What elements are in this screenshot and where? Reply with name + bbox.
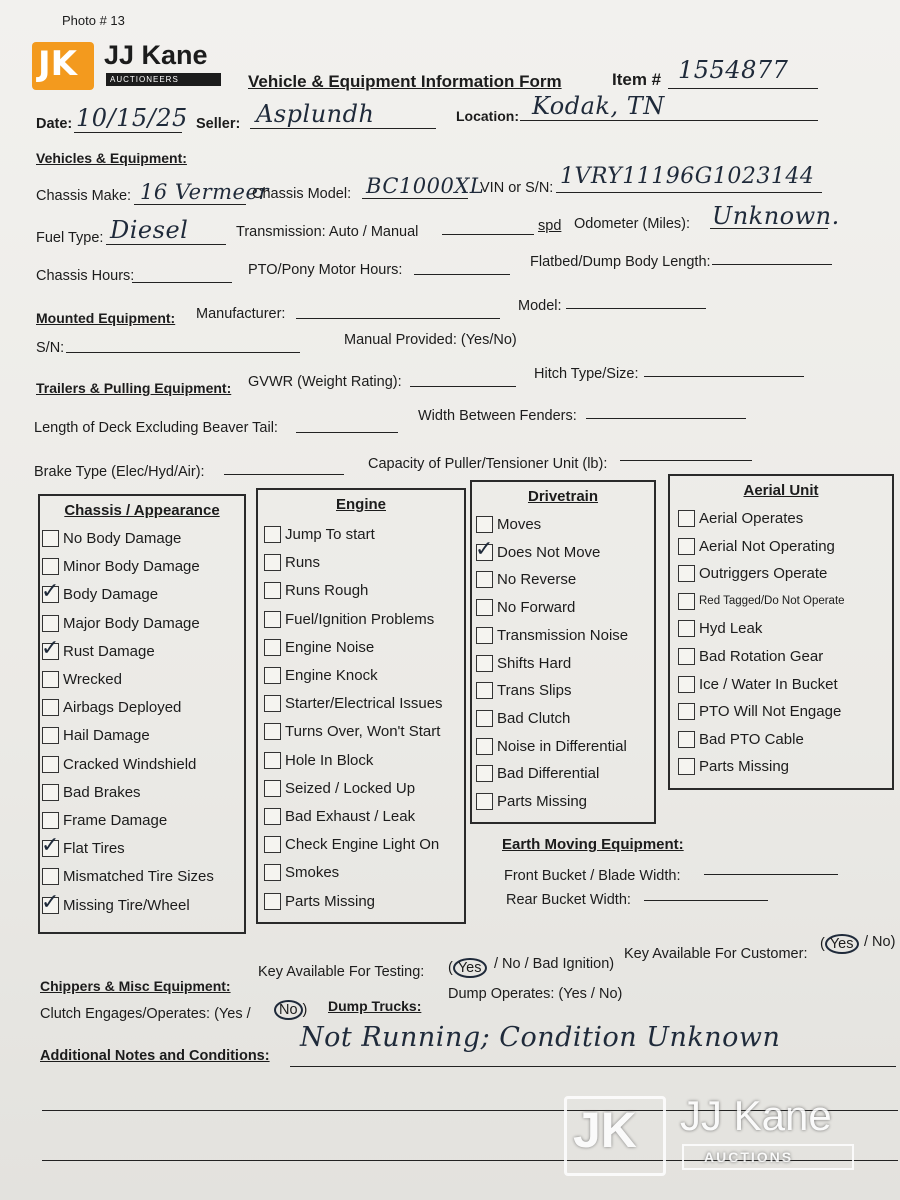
aerial-item[interactable] bbox=[678, 676, 838, 693]
vin-label: VIN or S/N: bbox=[480, 180, 554, 196]
aerial-item[interactable] bbox=[678, 538, 835, 555]
checkbox[interactable] bbox=[678, 648, 695, 665]
aerial-item[interactable] bbox=[678, 703, 841, 720]
aerial-item[interactable] bbox=[678, 565, 827, 582]
engine-item-label: Runs bbox=[285, 554, 321, 572]
aerial-item-label: Hyd Leak bbox=[699, 620, 763, 638]
dump-operates-label: Dump Operates: (Yes / No) bbox=[448, 986, 623, 1002]
puller-capacity-label: Capacity of Puller/Tensioner Unit (lb): bbox=[368, 456, 608, 472]
manual-provided-label: Manual Provided: (Yes/No) bbox=[344, 332, 517, 348]
chassis-item-label: Missing Tire/Wheel bbox=[63, 896, 190, 914]
engine-item[interactable] bbox=[264, 780, 415, 797]
checkbox[interactable] bbox=[476, 599, 493, 616]
engine-item-label: Smokes bbox=[285, 864, 340, 882]
engine-item[interactable] bbox=[264, 893, 375, 910]
checkbox[interactable] bbox=[264, 864, 281, 881]
engine-item-label: Parts Missing bbox=[285, 892, 376, 910]
key-testing-yes-circle: Yes bbox=[453, 958, 487, 978]
chassis-box-title: Chassis / Appearance bbox=[64, 502, 220, 519]
drivetrain-item[interactable] bbox=[476, 599, 575, 616]
engine-item[interactable] bbox=[264, 836, 439, 853]
chassis-make-label: Chassis Make: bbox=[36, 188, 132, 204]
engine-item[interactable] bbox=[264, 723, 440, 740]
location-label: Location: bbox=[456, 108, 519, 124]
drivetrain-item[interactable] bbox=[476, 682, 571, 699]
earth-moving-title: Earth Moving Equipment: bbox=[502, 836, 684, 853]
checkbox[interactable] bbox=[264, 526, 281, 543]
transmission-spd: spd bbox=[538, 218, 562, 234]
chassis-item-label: Airbags Deployed bbox=[63, 699, 182, 717]
checkbox[interactable] bbox=[678, 538, 695, 555]
drivetrain-item[interactable] bbox=[476, 793, 587, 810]
jj-kane-watermark bbox=[562, 1094, 862, 1174]
engine-item[interactable] bbox=[264, 582, 368, 599]
chassis-item[interactable] bbox=[42, 558, 200, 575]
drivetrain-item[interactable] bbox=[476, 738, 627, 755]
chassis-item-label: Cracked Windshield bbox=[63, 755, 197, 773]
chassis-item[interactable] bbox=[42, 897, 190, 914]
checkbox[interactable] bbox=[476, 738, 493, 755]
logo-name: JJ Kane bbox=[104, 40, 208, 70]
clutch-label: Clutch Engages/Operates: (Yes / bbox=[40, 1006, 251, 1022]
front-bucket-label: Front Bucket / Blade Width: bbox=[504, 868, 681, 884]
drivetrain-item-label: Shifts Hard bbox=[497, 654, 572, 672]
chassis-item-label: Major Body Damage bbox=[63, 614, 200, 632]
engine-item-label: Jump To start bbox=[285, 526, 375, 543]
chassis-item[interactable] bbox=[42, 586, 158, 603]
logo-mark-text: JK bbox=[38, 44, 77, 84]
drivetrain-item[interactable] bbox=[476, 655, 571, 672]
aerial-item[interactable] bbox=[678, 648, 823, 665]
engine-item[interactable] bbox=[264, 611, 434, 628]
drivetrain-item-label: Noise in Differential bbox=[497, 737, 627, 755]
engine-item-label: Check Engine Light On bbox=[285, 836, 440, 854]
aerial-item-label: Bad PTO Cable bbox=[699, 730, 804, 748]
checkbox[interactable] bbox=[42, 812, 59, 829]
engine-item[interactable] bbox=[264, 526, 375, 543]
engine-item[interactable] bbox=[264, 808, 415, 825]
watermark-sub-frame bbox=[682, 1144, 854, 1170]
chassis-item[interactable] bbox=[42, 643, 155, 660]
jj-kane-logo-mark bbox=[32, 42, 94, 90]
aerial-item[interactable] bbox=[678, 731, 804, 748]
checkbox[interactable] bbox=[42, 784, 59, 801]
checkbox[interactable] bbox=[42, 558, 59, 575]
manufacturer-label: Manufacturer: bbox=[196, 306, 286, 322]
aerial-item[interactable] bbox=[678, 758, 789, 775]
chassis-item-label: Frame Damage bbox=[63, 812, 168, 829]
checkbox[interactable] bbox=[264, 695, 281, 712]
checkbox[interactable] bbox=[264, 554, 281, 571]
chassis-item-label: No Body Damage bbox=[63, 530, 182, 547]
checkbox[interactable] bbox=[42, 756, 59, 773]
chassis-item[interactable] bbox=[42, 530, 181, 547]
engine-item-label: Engine Noise bbox=[285, 638, 375, 656]
flatbed-length-label: Flatbed/Dump Body Length: bbox=[530, 254, 711, 270]
chassis-item-label: Flat Tires bbox=[63, 840, 125, 858]
clutch-no: No ) bbox=[274, 1000, 307, 1020]
chassis-hours-label: Chassis Hours: bbox=[36, 268, 135, 284]
chassis-item-label: Minor Body Damage bbox=[63, 558, 200, 576]
engine-item-label: Hole In Block bbox=[285, 751, 374, 769]
deck-length-label: Length of Deck Excluding Beaver Tail: bbox=[34, 420, 278, 436]
engine-item-label: Seized / Locked Up bbox=[285, 779, 416, 797]
checkbox[interactable] bbox=[476, 710, 493, 727]
checked-checkbox[interactable] bbox=[42, 586, 59, 603]
chassis-model-value: BC1000XL bbox=[366, 174, 485, 198]
trailers-section-title: Trailers & Pulling Equipment: bbox=[36, 380, 232, 396]
checkbox[interactable] bbox=[678, 703, 695, 720]
sn-label: S/N: bbox=[36, 340, 65, 356]
chassis-item-label: Wrecked bbox=[63, 671, 122, 688]
engine-item[interactable] bbox=[264, 554, 320, 571]
width-fenders-label: Width Between Fenders: bbox=[418, 408, 577, 424]
location-value: Kodak, TN bbox=[532, 92, 665, 120]
odometer-value: Unknown. bbox=[712, 202, 840, 230]
checkbox[interactable] bbox=[264, 667, 281, 684]
engine-item[interactable] bbox=[264, 639, 374, 656]
drivetrain-item-label: Bad Differential bbox=[497, 765, 600, 783]
engine-item-label: Turns Over, Won't Start bbox=[285, 723, 441, 741]
photo-label: Photo # 13 bbox=[62, 13, 125, 28]
engine-item-label: Engine Knock bbox=[285, 667, 378, 684]
chassis-item[interactable] bbox=[42, 840, 125, 857]
watermark-sub: AUCTIONS bbox=[704, 1149, 794, 1165]
key-customer-yes-circle: Yes bbox=[825, 934, 859, 954]
item-label: Item # bbox=[612, 70, 662, 89]
chassis-item[interactable] bbox=[42, 727, 150, 744]
key-customer-rest: / No) bbox=[864, 934, 896, 950]
checkbox[interactable] bbox=[476, 765, 493, 782]
checkbox[interactable] bbox=[42, 699, 59, 716]
checkbox[interactable] bbox=[678, 565, 695, 582]
checkbox[interactable] bbox=[678, 593, 695, 610]
checked-checkbox[interactable] bbox=[476, 544, 493, 561]
aerial-item-label: Outriggers Operate bbox=[699, 565, 828, 583]
item-number: 1554877 bbox=[678, 56, 789, 84]
checkbox[interactable] bbox=[264, 836, 281, 853]
engine-item[interactable] bbox=[264, 667, 378, 684]
drivetrain-item[interactable] bbox=[476, 544, 600, 561]
chassis-item[interactable] bbox=[42, 699, 181, 716]
engine-item-label: Starter/Electrical Issues bbox=[285, 695, 443, 713]
drivetrain-box bbox=[470, 480, 656, 824]
checkbox[interactable] bbox=[678, 620, 695, 637]
checkbox[interactable] bbox=[264, 893, 281, 910]
checkbox[interactable] bbox=[476, 571, 493, 588]
drivetrain-item-label: No Reverse bbox=[497, 571, 577, 589]
engine-box-title: Engine bbox=[335, 496, 386, 513]
engine-item[interactable] bbox=[264, 695, 443, 712]
watermark-mark: JK bbox=[573, 1102, 637, 1158]
notes-label: Additional Notes and Conditions: bbox=[40, 1048, 270, 1064]
checkbox[interactable] bbox=[42, 671, 59, 688]
chassis-make-value: 16 Vermeer bbox=[140, 180, 269, 204]
drivetrain-item-label: No Forward bbox=[497, 599, 576, 617]
aerial-item[interactable] bbox=[678, 593, 845, 610]
fuel-type-value: Diesel bbox=[110, 216, 189, 244]
logo-sub-band bbox=[106, 73, 221, 86]
chassis-item[interactable] bbox=[42, 784, 141, 801]
engine-item[interactable] bbox=[264, 864, 339, 881]
checked-checkbox[interactable] bbox=[42, 643, 59, 660]
key-customer-label: Key Available For Customer: bbox=[624, 946, 808, 962]
vin-value: 1VRY11196G1023144 bbox=[560, 164, 815, 189]
mounted-section-title: Mounted Equipment: bbox=[36, 310, 176, 326]
checkbox[interactable] bbox=[42, 727, 59, 744]
checkbox[interactable] bbox=[42, 530, 59, 547]
fuel-type-label: Fuel Type: bbox=[36, 230, 104, 246]
clutch-no-circle: No bbox=[274, 1000, 303, 1020]
gvwr-label: GVWR (Weight Rating): bbox=[248, 374, 402, 390]
drivetrain-item[interactable] bbox=[476, 627, 628, 644]
aerial-box-title: Aerial Unit bbox=[743, 482, 819, 499]
chassis-item[interactable] bbox=[42, 756, 196, 773]
drivetrain-box-title: Drivetrain bbox=[527, 488, 599, 505]
aerial-item-label: Ice / Water In Bucket bbox=[699, 675, 838, 693]
checkbox[interactable] bbox=[42, 615, 59, 632]
drivetrain-item-label: Parts Missing bbox=[497, 793, 588, 810]
aerial-unit-box bbox=[668, 474, 894, 790]
chassis-item[interactable] bbox=[42, 812, 167, 829]
checkbox[interactable] bbox=[264, 752, 281, 769]
chassis-item-label: Hail Damage bbox=[63, 727, 150, 745]
engine-box bbox=[256, 488, 466, 924]
checkbox[interactable] bbox=[264, 808, 281, 825]
key-testing-rest: / No / Bad Ignition) bbox=[494, 956, 615, 972]
checkbox[interactable] bbox=[264, 582, 281, 599]
aerial-item-label: PTO Will Not Engage bbox=[699, 703, 842, 721]
date-value: 10/15/25 bbox=[76, 104, 188, 132]
transmission-label: Transmission: Auto / Manual bbox=[236, 224, 419, 240]
date-label: Date: bbox=[36, 116, 73, 132]
chassis-item-label: Rust Damage bbox=[63, 642, 155, 660]
drivetrain-item-label: Trans Slips bbox=[497, 682, 572, 700]
checkbox[interactable] bbox=[264, 639, 281, 656]
chassis-item[interactable] bbox=[42, 868, 214, 885]
chassis-item-label: Body Damage bbox=[63, 586, 159, 604]
chassis-item-label: Mismatched Tire Sizes bbox=[63, 868, 214, 886]
checkbox[interactable] bbox=[42, 868, 59, 885]
drivetrain-item-label: Transmission Noise bbox=[497, 626, 629, 644]
aerial-item-label: Aerial Not Operating bbox=[699, 537, 835, 555]
engine-item-label: Fuel/Ignition Problems bbox=[285, 610, 435, 628]
aerial-item-label: Red Tagged/Do Not Operate bbox=[699, 595, 845, 608]
drivetrain-item[interactable] bbox=[476, 571, 576, 588]
dump-trucks-title: Dump Trucks: bbox=[328, 998, 422, 1014]
key-testing-label: Key Available For Testing: bbox=[258, 964, 425, 980]
chassis-appearance-box bbox=[38, 494, 246, 934]
checkbox[interactable] bbox=[678, 758, 695, 775]
aerial-item[interactable] bbox=[678, 620, 762, 637]
pto-hours-label: PTO/Pony Motor Hours: bbox=[248, 262, 403, 278]
aerial-item-label: Parts Missing bbox=[699, 758, 790, 776]
odometer-label: Odometer (Miles): bbox=[574, 216, 691, 232]
checkbox[interactable] bbox=[476, 682, 493, 699]
checkbox[interactable] bbox=[678, 676, 695, 693]
seller-label: Seller: bbox=[196, 116, 241, 132]
checked-checkbox[interactable] bbox=[42, 897, 59, 914]
drivetrain-item-label: Moves bbox=[497, 516, 542, 533]
rear-bucket-label: Rear Bucket Width: bbox=[506, 892, 631, 908]
aerial-item-label: Aerial Operates bbox=[699, 510, 804, 527]
checkbox[interactable] bbox=[476, 627, 493, 644]
checkbox[interactable] bbox=[678, 510, 695, 527]
checkbox[interactable] bbox=[264, 780, 281, 797]
key-customer-yes: ( Yes bbox=[820, 934, 859, 954]
chassis-model-label: Chassis Model: bbox=[252, 186, 352, 202]
drivetrain-item[interactable] bbox=[476, 710, 570, 727]
aerial-item[interactable] bbox=[678, 510, 803, 527]
form-title: Vehicle & Equipment Information Form bbox=[248, 72, 562, 91]
chassis-item[interactable] bbox=[42, 671, 122, 688]
checkbox[interactable] bbox=[264, 611, 281, 628]
drivetrain-item-label: Bad Clutch bbox=[497, 709, 571, 727]
vehicles-section-title: Vehicles & Equipment: bbox=[36, 150, 187, 166]
chassis-item[interactable] bbox=[42, 615, 200, 632]
checkbox[interactable] bbox=[476, 516, 493, 533]
model-label: Model: bbox=[518, 298, 562, 314]
engine-item-label: Bad Exhaust / Leak bbox=[285, 808, 416, 825]
watermark-name: JJ Kane bbox=[680, 1092, 832, 1139]
drivetrain-item-label: Does Not Move bbox=[497, 543, 601, 561]
watermark-mark-frame bbox=[564, 1096, 666, 1176]
checkbox[interactable] bbox=[678, 731, 695, 748]
checkbox[interactable] bbox=[476, 793, 493, 810]
drivetrain-item[interactable] bbox=[476, 765, 599, 782]
aerial-item-label: Bad Rotation Gear bbox=[699, 648, 824, 665]
chippers-section-title: Chippers & Misc Equipment: bbox=[40, 978, 231, 994]
checkbox[interactable] bbox=[476, 655, 493, 672]
seller-value: Asplundh bbox=[256, 100, 375, 128]
checked-checkbox[interactable] bbox=[42, 840, 59, 857]
chassis-item-label: Bad Brakes bbox=[63, 783, 141, 801]
drivetrain-item[interactable] bbox=[476, 516, 541, 533]
engine-item[interactable] bbox=[264, 752, 373, 769]
notes-value: Not Running; Condition Unknown bbox=[300, 1022, 781, 1053]
logo-sub: AUCTIONEERS bbox=[110, 75, 179, 84]
hitch-label: Hitch Type/Size: bbox=[534, 366, 639, 382]
brake-type-label: Brake Type (Elec/Hyd/Air): bbox=[34, 464, 205, 480]
checkbox[interactable] bbox=[264, 723, 281, 740]
key-testing-yes: ( Yes bbox=[448, 958, 487, 978]
engine-item-label: Runs Rough bbox=[285, 582, 369, 600]
